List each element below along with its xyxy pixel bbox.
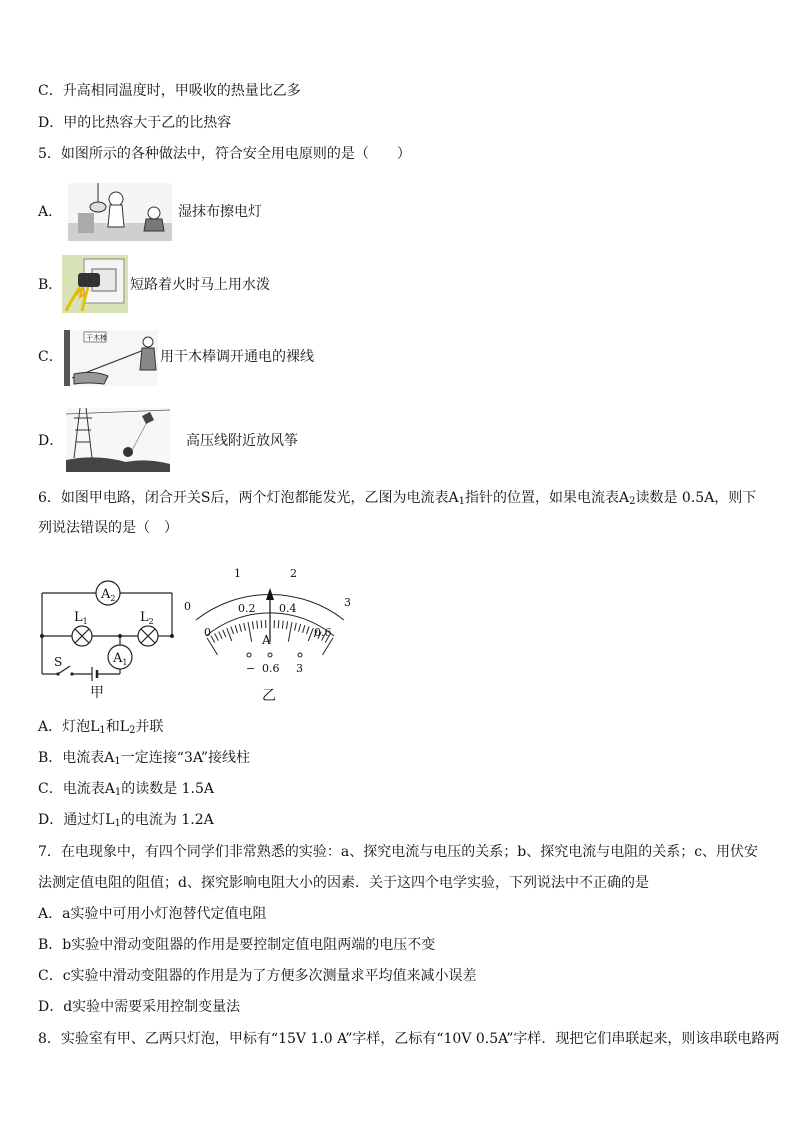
lamp-l2-label: $L_2$: [140, 610, 154, 626]
q4-option-c: C．升高相同温度时，甲吸收的热量比乙多: [38, 83, 301, 99]
dial-tick: [227, 628, 232, 641]
q6-option-b: B．电流表$A_1$一定连接“3A”接线柱: [38, 750, 251, 767]
q5-option-c-letter: C．: [38, 349, 63, 365]
socket-fire-image: [62, 255, 128, 313]
circuit-caption: 甲: [90, 685, 104, 701]
q5-option-d-letter: D．: [38, 433, 64, 449]
terminal-minus: −: [246, 662, 256, 675]
dial-tick: [308, 628, 313, 641]
inner-tick-0: 0: [204, 626, 211, 639]
dial-tick: [239, 624, 241, 632]
q4-option-d: D．甲的比热容大于乙的比热容: [38, 115, 232, 131]
stick-caption: 干木棒: [86, 334, 107, 342]
terminal-3: 3: [296, 662, 303, 675]
q5-stem: 5．如图所示的各种做法中，符合安全用电原则的是（ ）: [38, 146, 411, 162]
dial-tick: [288, 622, 292, 642]
q6-stem-line2: 列说法错误的是（ ）: [38, 520, 178, 536]
q7-option-d: D．d实验中需要采用控制变量法: [38, 999, 241, 1015]
outer-tick-0: 0: [184, 600, 191, 613]
meter-caption: 乙: [262, 688, 276, 704]
outer-tick-1: 1: [234, 567, 241, 580]
circuit-diagram: [36, 576, 182, 704]
q5-option-c-text: 用干木棒调开通电的裸线: [160, 349, 314, 365]
lamp-l1-label: $L_1$: [74, 610, 88, 626]
q6-option-a: A．灯泡$L_1$和$L_2$并联: [38, 719, 164, 736]
dial-tick: [299, 624, 301, 632]
dial-tick: [286, 621, 287, 629]
wet-cloth-lamp-image: [68, 183, 172, 241]
dial-tick: [235, 625, 237, 633]
dial-tick: [322, 638, 332, 655]
kite-powerline-image: [66, 408, 170, 472]
dial-tick: [248, 622, 252, 642]
inner-tick-2: 0.4: [279, 602, 297, 615]
dial-tick: [231, 627, 234, 635]
outer-tick-3: 3: [344, 596, 351, 609]
dial-tick: [278, 620, 279, 628]
q5-option-b-letter: B．: [38, 277, 63, 293]
q7-stem-line1: 7．在电现象中，有四个同学们非常熟悉的实验：a、探究电流与电压的关系；b、探究电流与电阻的关系；c、用伏安: [38, 844, 759, 860]
dry-stick-image: [64, 330, 158, 386]
dial-tick: [244, 623, 246, 631]
dial-tick: [261, 620, 262, 628]
dial-tick: [252, 621, 253, 629]
q5-option-b-text: 短路着火时马上用水泼: [130, 277, 270, 293]
ammeter-dial: [182, 560, 358, 706]
meter-unit: A: [262, 633, 271, 647]
dial-tick: [295, 623, 297, 631]
q5-option-a-text: 湿抹布擦电灯: [178, 204, 262, 220]
q7-option-b: B．b实验中滑动变阻器的作用是要控制定值电阻两端的电压不变: [38, 937, 436, 953]
q7-option-a: A．a实验中可用小灯泡替代定值电阻: [38, 906, 267, 922]
ammeter-a2-label: $A_2$: [101, 587, 116, 603]
q7-option-c: C．c实验中滑动变阻器的作用是为了方便多次测量求平均值来减小误差: [38, 968, 477, 984]
dial-tick: [282, 621, 283, 629]
dial-tick: [306, 627, 309, 635]
dial-tick: [257, 621, 258, 629]
switch-label: S: [54, 655, 63, 669]
dial-tick: [215, 634, 219, 641]
q8-stem: 8．实验室有甲、乙两只灯泡，甲标有“15V 1.0 A”字样，乙标有“10V 0.5A”字样．现把它们串联起来，则该串联电路两: [38, 1031, 780, 1047]
q6-option-c: C．电流表$A_1$的读数是 1.5A: [38, 781, 215, 798]
q6-stem-line1: 6．如图甲电路，闭合开关S后，两个灯泡都能发光，乙图为电流表$A_1$指针的位置，如果电流表$A_2$读数是 0.5A，则下: [38, 490, 757, 507]
outer-tick-2: 2: [290, 567, 297, 580]
dial-tick: [223, 630, 226, 637]
q6-option-d: D．通过灯$L_1$的电流为 1.2A: [38, 812, 214, 829]
inner-tick-1: 0.2: [238, 602, 256, 615]
dial-tick: [219, 632, 222, 639]
dial-tick: [303, 625, 305, 633]
terminal-0-6: 0.6: [262, 662, 280, 675]
q7-stem-line2: 法测定值电阻的阻值；d、探究影响电阻大小的因素．关于这四个电学实验，下列说法中不正确的是: [38, 875, 649, 891]
dial-tick: [211, 636, 215, 643]
ammeter-a1-label: $A_1$: [113, 651, 128, 667]
dial-tick: [207, 638, 217, 655]
q5-option-d-text: 高压线附近放风筝: [186, 433, 298, 449]
inner-tick-3: 0.6: [314, 626, 332, 639]
q5-option-a-letter: A．: [38, 204, 63, 220]
